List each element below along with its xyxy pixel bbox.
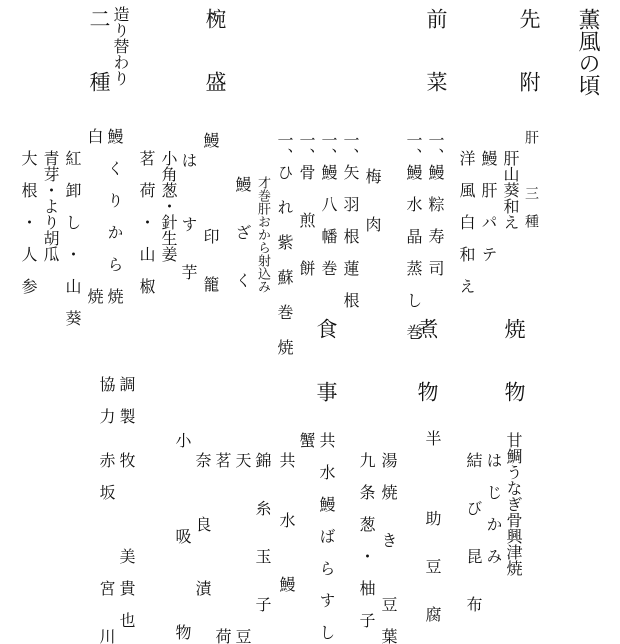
sakizuke-item-2: 鰻 肝 パ テ	[479, 150, 498, 262]
yakimono-line-3: 結 び 昆 布	[464, 452, 483, 612]
wanmori-line-2: は す 芋	[179, 152, 198, 280]
shokuji-line-2: 蟹	[297, 432, 316, 640]
heading-sakizuke: 先 附	[517, 8, 541, 92]
nimono-line-1: 半 助 豆 腐	[423, 430, 442, 622]
heading-tsukuri-a: 造り替わり	[111, 6, 130, 86]
zensai-item-7b: 鰻 ざ く	[233, 176, 252, 288]
heading-shokuji: 食 事	[314, 318, 338, 402]
wanmori-line-1: 鰻 印 籠	[201, 132, 220, 292]
shokuji-line-3b: 水 鰻	[277, 512, 296, 592]
shokuji-line-7: 奈 良 漬	[193, 452, 212, 596]
zensai-item-7a: 才巻肝おから射込み	[255, 176, 270, 293]
tsukuri-line-2: 白 焼	[85, 128, 104, 304]
zensai-item-6: 一、ひ れ 紫 蘇 巻 焼	[275, 132, 294, 355]
tsukuri-line-5: 大 根 ・ 人 参	[19, 150, 38, 294]
sakizuke-item-1: 肝山葵和え	[501, 150, 520, 230]
tsukuri-line-1: 鰻 く り か ら 焼	[105, 128, 124, 304]
sakizuke-item-3: 洋 風 白 和 え	[457, 150, 476, 294]
credit-name-1: 牧 美 貴 也	[117, 452, 136, 628]
wanmori-line-3: 小角葱・針生姜	[159, 150, 178, 262]
nimono-line-2: 湯 焼 き 豆 葉	[379, 452, 398, 644]
credit-label-1: 調 製	[117, 376, 136, 424]
heading-tsukuri-b: 二 種	[87, 8, 111, 92]
zensai-item-3b: 一、矢 羽 根 蓮 根	[341, 132, 360, 308]
shokuji-line-4: 錦 糸 玉 子	[253, 452, 272, 612]
heading-nimono: 煮 物	[415, 318, 439, 402]
credit-name-2: 赤 坂 宮 川	[97, 452, 116, 644]
shokuji-line-1: 共 水 鰻 ば ら す し	[317, 432, 336, 640]
zensai-item-1: 一、鰻 粽 寿 司	[426, 132, 445, 276]
wanmori-line-4: 茗 荷 ・ 山 椒	[137, 150, 156, 294]
heading-yakimono: 焼 物	[502, 318, 526, 402]
yakimono-line-1: 甘鯛うなぎ骨興津焼	[504, 432, 523, 576]
menu-title: 薫風の頃	[575, 8, 600, 96]
shokuji-line-3a: 共	[277, 452, 296, 468]
tsukuri-line-3: 紅 卸 し ・ 山 葵	[63, 150, 82, 326]
zensai-item-5: 一、骨 煎 餅	[297, 132, 316, 276]
heading-wanmori: 椀 盛	[203, 8, 227, 92]
nimono-line-3: 九 条 葱 ・ 柚 子	[357, 452, 376, 628]
heading-zensai: 前 菜	[424, 8, 448, 92]
shokuji-line-6: 茗 荷	[213, 452, 232, 644]
shokuji-line-5: 天 豆	[233, 452, 252, 644]
credit-label-2: 協 力	[97, 376, 116, 424]
sakizuke-name: 肝 三 種	[523, 130, 539, 228]
shokuji-line-8: 小 吸 物	[173, 432, 192, 640]
zensai-item-2: 一、鰻 水 晶 蒸 し 巻	[404, 132, 423, 340]
zensai-item-4: 一、鰻 八 幡 巻	[319, 132, 338, 276]
yakimono-line-2: は じ か み	[484, 452, 503, 564]
zensai-item-3a: 梅 肉	[363, 168, 382, 232]
tsukuri-line-4: 青芽・より胡瓜	[41, 150, 60, 262]
